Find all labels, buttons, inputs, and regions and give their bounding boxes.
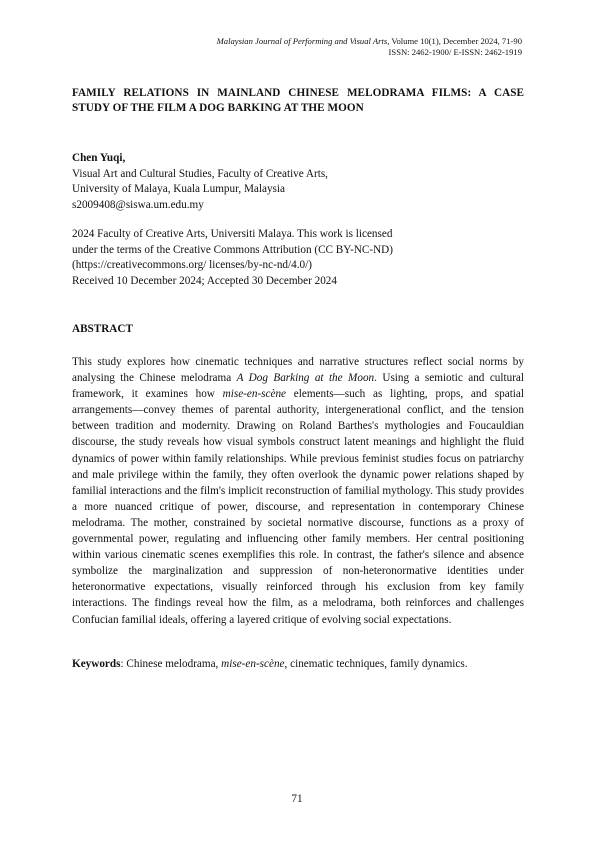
keywords-label: Keywords [72, 658, 121, 670]
journal-citation [217, 36, 522, 47]
film-title: A Dog Barking at the Moon [236, 372, 375, 385]
keywords-prefix: Chinese melodrama, [126, 658, 222, 670]
keywords-line [72, 657, 524, 672]
author-affiliation-university: University of Malaya, Kuala Lumpur, Malaysia [72, 183, 285, 196]
license-line-1: 2024 Faculty of Creative Arts, Universiti Malaya. This work is licensed [72, 228, 393, 240]
running-header [217, 36, 522, 58]
keywords-separator: : [120, 658, 127, 670]
abstract-part-2: . Using a semiotic and cultural framework, it examines how [72, 372, 524, 401]
abstract-text [72, 354, 524, 628]
author-email: s2009408@siswa.um.edu.my [72, 198, 204, 211]
license-line-2: under the terms of the Creative Commons Attribution (CC BY-NC-ND) [72, 243, 393, 256]
issn-info: ISSN: 2462-1900/ E-ISSN: 2462-1919 [388, 47, 522, 57]
issue-info: , Volume 10(1), December 2024, 71-90 [387, 36, 522, 46]
keywords-suffix: , cinematic techniques, family dynamics. [284, 658, 468, 670]
keywords-term: mise-en-scène [221, 658, 285, 670]
abstract-part-1: This study explores how cinematic techniques and narrative structures reflect social norms by analysing the Chinese melodrama [72, 356, 524, 385]
abstract-heading: ABSTRACT [72, 323, 133, 335]
license-url: (https://creativecommons.org/ licenses/by-nc-nd/4.0/) [72, 259, 312, 272]
license-block [72, 227, 393, 289]
author-name: Chen Yuqi, [72, 152, 126, 164]
author-block [72, 151, 328, 213]
page-number: 71 [291, 793, 303, 805]
received-accepted-dates: Received 10 December 2024; Accepted 30 December 2024 [72, 274, 337, 287]
author-affiliation-department: Visual Art and Cultural Studies, Faculty of Creative Arts, [72, 167, 328, 180]
mise-en-scene-term: mise-en-scène [222, 388, 287, 401]
abstract-part-3: elements—such as lighting, props, and spatial arrangements—convey themes of parental authority, intergenerational conflict, and the tension between tradition and modernity. Drawing on Roland Barthes's mythologies and Foucauldian discourse, the study reveals how visual symbols construct latent meanings and highlight the fluid dynamics of power within family relationships. While previous feminist studies focus on patriarchy and male privilege within the family, they often overlook the dynamic power relations shaped by familial interactions and the film's implicit reconstruction of familial mythology. This study provides a more nuanced critique of power, discourse, and representation in contemporary Chinese melodrama. The mother, constrained by societal normative discourse, functions as a proxy of governmental power, regulating and influencing other family members. Her central positioning within various cinematic scenes exemplifies this role. In contrast, the father's silence and absence symbolize the marginalization and suppression of non-heteronormative identities under heteronormative expectations, visually reinforced through his exclusion from key family interactions. The findings reveal how the film, as a melodrama, both reinforces and challenges Confucian familial ideals, offering a layered critique of evolving social expectations. [72, 388, 524, 626]
article-title: FAMILY RELATIONS IN MAINLAND CHINESE MELODRAMA FILMS: A CASE STUDY OF THE FILM A DOG BARKING AT THE MOON [72, 87, 524, 114]
journal-name: Malaysian Journal of Performing and Visual Arts [216, 36, 388, 46]
